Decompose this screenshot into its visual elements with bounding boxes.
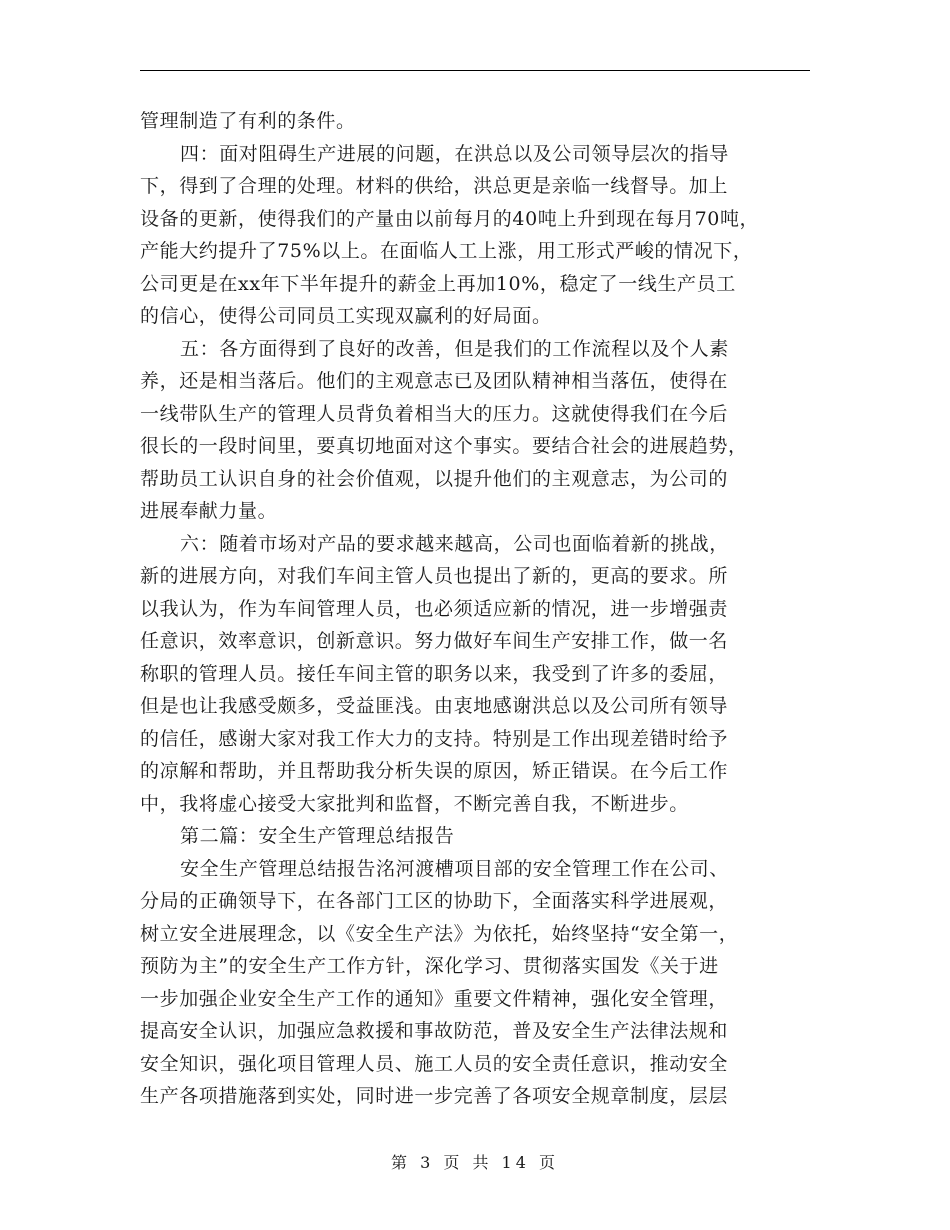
text-line: 一线带队生产的管理人员背负着相当大的压力。这就使得我们在今后 <box>140 402 729 425</box>
text-line: 分局的正确领导下，在各部门工区的协助下，全面落实科学进展观， <box>140 890 729 912</box>
text-line: 公司更是在xx年下半年提升的薪金上再加10%，稳定了一线生产员工 <box>140 272 736 295</box>
page-number-footer: 第 3 页 共 14 页 <box>391 1153 559 1172</box>
header-rule <box>140 70 810 71</box>
text-line: 帮助员工认识自身的社会价值观，以提升他们的主观意志，为公司的 <box>140 467 729 490</box>
text-line: 进展奉献力量。 <box>140 500 278 522</box>
text-line: 产能大约提升了75%以上。在面临人工上涨，用工形式严峻的情况下， <box>140 240 753 262</box>
paragraph-start-line: 六：随着市场对产品的要求越来越高，公司也面临着新的挑战， <box>180 532 729 555</box>
text-line: 养，还是相当落后。他们的主观意志已及团队精神相当落伍，使得在 <box>140 370 729 392</box>
paragraph-start-line: 安全生产管理总结报告洺河渡槽项目部的安全管理工作在公司、 <box>180 857 729 880</box>
text-line: 的信心，使得公司同员工实现双赢利的好局面。 <box>140 305 552 327</box>
text-line: 生产各项措施落到实处，同时进一步完善了各项安全规章制度，层层 <box>140 1085 729 1107</box>
text-line: 称职的管理人员。接任车间主管的职务以来，我受到了许多的委屈， <box>140 662 729 685</box>
text-line: 下，得到了合理的处理。材料的供给，洪总更是亲临一线督导。加上 <box>140 175 729 197</box>
text-line: 以我认为，作为车间管理人员，也必须适应新的情况，进一步增强责 <box>140 597 729 620</box>
text-line: 中，我将虚心接受大家批判和监督，不断完善自我，不断进步。 <box>140 792 689 815</box>
text-line: 提高安全认识，加强应急救援和事故防范，普及安全生产法律法规和 <box>140 1020 729 1042</box>
text-line: 但是也让我感受颇多，受益匪浅。由衷地感谢洪总以及公司所有领导 <box>140 695 729 717</box>
text-line: 树立安全进展理念，以《安全生产法》为依托，始终坚持“安全第一， <box>140 922 739 945</box>
text-line: 预防为主”的安全生产工作方针，深化学习、贯彻落实国发《关于进 <box>140 955 719 977</box>
paragraph-start-line: 五：各方面得到了良好的改善，但是我们的工作流程以及个人素 <box>180 337 729 360</box>
text-line: 设备的更新，使得我们的产量由以前每月的40吨上升到现在每月70吨， <box>140 207 760 230</box>
text-line: 很长的一段时间里，要真切地面对这个事实。要结合社会的进展趋势， <box>140 435 748 457</box>
text-line: 的凉解和帮助，并且帮助我分析失误的原因，矫正错误。在今后工作 <box>140 760 729 782</box>
text-line: 安全知识，强化项目管理人员、施工人员的安全责任意识，推动安全 <box>140 1052 729 1075</box>
document-body <box>140 105 820 1113</box>
text-line: 管理制造了有利的条件。 <box>140 110 356 132</box>
text-line: 的信任，感谢大家对我工作大力的支持。特别是工作出现差错时给予 <box>140 727 729 750</box>
paragraph-start-line: 四：面对阻碍生产进展的问题，在洪总以及公司领导层次的指导 <box>180 142 729 165</box>
text-line: 一步加强企业安全生产工作的通知》重要文件精神，强化安全管理， <box>140 987 729 1010</box>
text-line: 任意识，效率意识，创新意识。努力做好车间生产安排工作，做一名 <box>140 630 729 652</box>
text-line: 新的进展方向，对我们车间主管人员也提出了新的，更高的要求。所 <box>140 565 729 587</box>
section-heading: 第二篇：安全生产管理总结报告 <box>180 825 455 847</box>
